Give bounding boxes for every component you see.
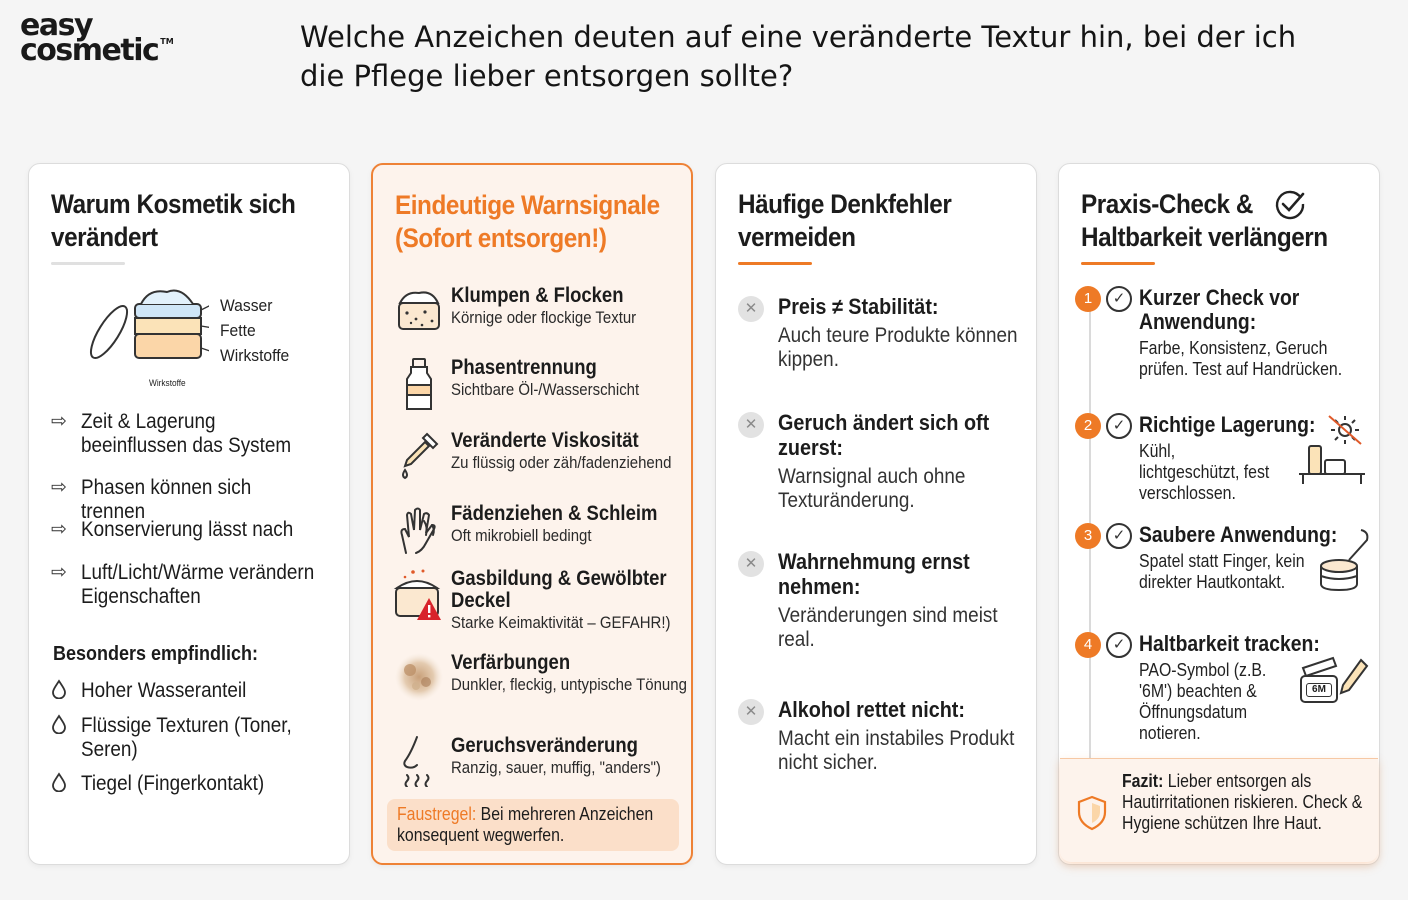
check-circle-icon [1273,188,1307,222]
card-practice-check [1058,163,1380,865]
title-underline [1081,262,1155,265]
dropper-icon [397,430,441,482]
step-text: Spatel statt Finger, kein direkter Hautkontakt. [1139,551,1305,592]
arrow-right-icon: ⇨ [51,562,67,583]
warning-item [387,285,687,335]
mistake-text: Warnsignal auch ohne Texturänderung. [778,465,966,512]
mistake-item [738,410,1038,513]
warning-item [387,357,687,413]
arrow-right-icon: ⇨ [51,519,67,540]
reason-item [51,518,341,542]
reason-text: Zeit & Lagerung beeinflussen das System [81,410,292,457]
card-why-cosmetics-change [28,163,350,865]
warning-title: Gasbildung & Gewölbter Deckel [451,567,667,612]
logo-trademark: TM [160,36,174,46]
card-title: Warum Kosmetik sich verändert [51,189,296,252]
warning-title: Klumpen & Flocken [451,284,624,307]
layer-label-water: Wasser [220,296,273,315]
check-icon: ✓ [1106,286,1132,312]
pao-symbol: 6M [1306,683,1332,697]
sensitive-text: Hoher Wasseranteil [81,679,247,702]
bottle-phases-icon [401,357,437,413]
title-underline [51,262,125,265]
mistake-text: Auch teure Produkte können kippen. [778,324,1018,371]
mistake-text: Veränderungen sind meist real. [778,604,998,651]
reason-item [51,476,341,524]
conclusion-body: Lieber entsorgen als Hautirritationen riskieren. Check & Hygiene schützen Ihre Haut. [1122,771,1363,833]
step-title: Saubere Anwendung: [1139,522,1338,547]
step-number: 1 [1075,286,1101,312]
rule-of-thumb-box [387,799,679,851]
warning-text: Ranzig, sauer, muffig, "anders") [451,758,661,777]
layer-label-fat: Fette [220,321,256,340]
warning-text: Körnige oder flockige Textur [451,308,637,327]
pao-jar-pen-icon [1297,656,1369,708]
conclusion-label: Fazit: [1122,771,1164,791]
mistake-item [738,697,1038,775]
nose-smell-icon [399,735,439,787]
x-circle-icon: ✕ [738,296,764,322]
warning-item [387,652,687,702]
conclusion-text [1122,771,1386,834]
reason-text: Konservierung lässt nach [81,518,294,541]
warning-item [387,568,687,632]
bulging-jar-warning-icon [393,568,445,624]
warning-text: Oft mikrobiell bedingt [451,526,592,545]
title-underline [738,262,812,265]
x-circle-icon: ✕ [738,699,764,725]
sensitive-item [51,679,341,705]
warning-text: Dunkler, fleckig, untypische Tönung [451,675,687,694]
storage-no-sun-shelf-icon [1295,412,1367,488]
step-text: PAO-Symbol (z.B. '6M') beachten & Öffnungsdatum notieren. [1139,660,1267,743]
slimy-hand-icon [394,503,444,555]
warning-title: Fädenziehen & Schleim [451,502,658,525]
sensitive-text: Tiegel (Fingerkontakt) [81,772,265,795]
mistake-title: Wahrnehmung ernst nehmen: [778,549,970,599]
shield-icon [1076,795,1108,831]
warning-item [387,430,687,482]
step-title: Haltbarkeit tracken: [1139,631,1320,656]
warning-title: Verfärbungen [451,651,571,674]
water-drop-icon [51,772,67,792]
warning-title: Veränderte Viskosität [451,429,639,452]
layer-label-actives: Wirkstoffe [220,346,290,365]
sensitive-item [51,772,341,798]
warning-text: Starke Keimaktivität – GEFAHR!) [451,613,671,632]
x-circle-icon: ✕ [738,412,764,438]
water-drop-icon [51,714,67,734]
mistake-text: Macht ein instabiles Produkt nicht sicher. [778,727,1015,774]
sensitive-text: Flüssige Texturen (Toner, Seren) [81,714,292,761]
warning-item [387,735,687,787]
conclusion-box [1060,758,1378,862]
rule-text: Bei mehreren Anzeichen konsequent wegwerfen. [397,804,654,845]
lumpy-jar-icon [394,285,444,335]
spatula-jar-icon [1317,526,1373,600]
cream-jar-layers-icon [89,286,209,368]
check-icon: ✓ [1106,523,1132,549]
water-drop-icon [51,679,67,699]
reason-text: Phasen können sich trennen [81,476,252,523]
discoloration-icon [394,652,444,702]
check-icon: ✓ [1106,413,1132,439]
card-warning-signs [371,163,693,865]
warning-title: Phasentrennung [451,356,597,379]
step-item [1075,286,1375,380]
arrow-right-icon: ⇨ [51,411,67,432]
sensitive-item [51,714,341,762]
mistake-item [738,294,1038,372]
arrow-right-icon: ⇨ [51,477,67,498]
card-title: Häufige Denkfehler vermeiden [738,189,952,252]
logo-word: cosmetic [20,32,159,68]
card-common-mistakes [715,163,1037,865]
mistake-item [738,549,1038,652]
warning-item [387,503,687,555]
logo-line-2 [20,32,190,68]
step-number: 3 [1075,523,1101,549]
step-title: Richtige Lagerung: [1139,412,1316,437]
step-text: Kühl, lichtgeschützt, fest verschlossen. [1139,441,1270,503]
sensitive-heading: Besonders empfindlich: [53,643,259,665]
warning-text: Sichtbare Öl-/Wasserschicht [451,380,640,399]
x-circle-icon: ✕ [738,551,764,577]
page-title: Welche Anzeichen deuten auf eine veränderte Textur hin, bei der ich die Pflege lieber entsorgen sollte? [300,20,1297,93]
rule-label: Faustregel: [397,804,477,824]
mistake-title: Geruch ändert sich oft zuerst: [778,410,990,460]
step-number: 4 [1075,632,1101,658]
reason-item [51,561,341,609]
step-text: Farbe, Konsistenz, Geruch prüfen. Test auf Handrücken. [1139,338,1343,379]
logo-line-1: easy [20,8,93,43]
mistake-title: Preis ≠ Stabilität: [778,294,939,319]
check-icon: ✓ [1106,632,1132,658]
reason-text: Luft/Licht/Wärme verändern Eigenschaften [81,561,315,608]
step-number: 2 [1075,413,1101,439]
mistake-title: Alkohol rettet nicht: [778,697,966,722]
jar-inner-label: Wirkstoffe [149,378,186,388]
warning-title: Geruchsveränderung [451,734,638,757]
card-title: Eindeutige Warnsignale (Sofort entsorgen!) [395,190,660,253]
brand-logo [20,8,190,68]
card-title-text: Praxis-Check & Haltbarkeit verlängern [1081,189,1328,252]
warning-text: Zu flüssig oder zäh/fadenziehend [451,453,672,472]
reason-item [51,410,341,458]
step-title: Kurzer Check vor Anwendung: [1139,285,1300,334]
